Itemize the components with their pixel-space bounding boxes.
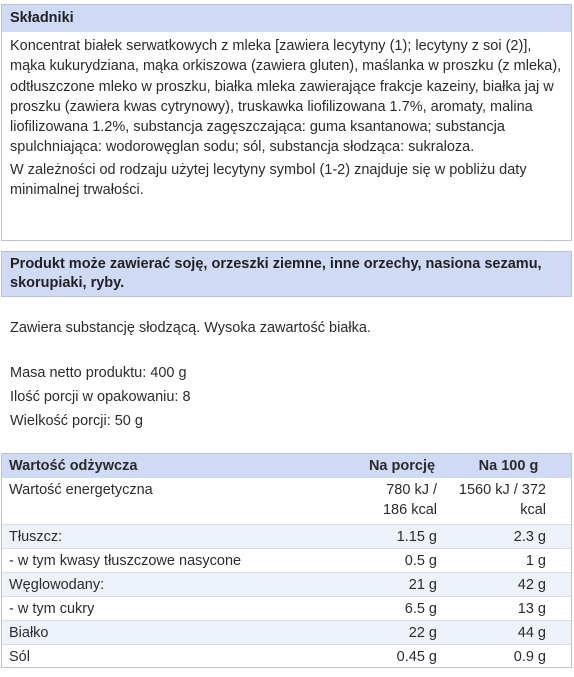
nutrition-header-per-100g: Na 100 g [445, 453, 572, 478]
value-per-100g: 13 g [517, 600, 546, 617]
value-per-serving: 1.15 g [359, 524, 445, 548]
value-per-serving: 22 g [359, 620, 445, 644]
table-row [1, 572, 572, 596]
servings-count: Ilość porcji w opakowaniu: 8 [10, 389, 191, 405]
nutrient-name: Wartość energetyczna [9, 482, 153, 498]
table-row [1, 548, 572, 572]
value-per-100g: 42 g [445, 572, 572, 596]
table-row [1, 478, 572, 524]
table-row [1, 644, 572, 668]
ingredients-title: Składniki [2, 5, 571, 32]
table-row [1, 596, 572, 620]
value-per-100g: 1 g [525, 552, 546, 569]
claims-text: Zawiera substancję słodzącą. Wysoka zawartość białka. [10, 320, 371, 336]
nutrient-name: - w tym kwasy tłuszczowe nasycone [9, 552, 242, 569]
value-per-100g: 0.9 g [513, 648, 546, 665]
net-mass: Masa netto produktu: 400 g [10, 365, 187, 381]
nutrition-header-row [1, 453, 572, 478]
nutrient-name: Tłuszcz: [1, 524, 359, 548]
table-row [1, 620, 572, 644]
value-per-100g: 1560 kJ / 372 kcal [458, 482, 546, 518]
ingredients-section [1, 4, 572, 241]
value-per-100g: 44 g [445, 620, 572, 644]
nutrient-name: Białko [1, 620, 359, 644]
nutrition-header-per-serving: Na porcję [359, 453, 445, 478]
value-per-100g: 2.3 g [445, 524, 572, 548]
ingredients-body [2, 32, 571, 200]
nutrition-header-name: Wartość odżywcza [1, 453, 359, 478]
value-per-serving: 780 kJ / 186 kcal [382, 482, 437, 518]
nutrition-table [1, 453, 572, 668]
table-row [1, 524, 572, 548]
value-per-serving: 6.5 g [404, 600, 437, 617]
serving-size: Wielkość porcji: 50 g [10, 413, 143, 429]
value-per-serving: 0.5 g [404, 552, 437, 569]
lecithin-note: W zależności od rodzaju użytej lecytyny symbol (1-2) znajduje się w pobliżu daty minimalnej trwałości. [10, 161, 527, 199]
allergen-warning: Produkt może zawierać soję, orzeszki ziemne, inne orzechy, nasiona sezamu, skorupiaki, ryby. [10, 256, 542, 291]
value-per-serving: 0.45 g [396, 648, 437, 665]
nutrient-name: Węglowodany: [1, 572, 359, 596]
nutrient-name: - w tym cukry [9, 600, 95, 617]
allergen-warning-box [1, 251, 572, 297]
value-per-serving: 21 g [359, 572, 445, 596]
ingredients-text: Koncentrat białek serwatkowych z mleka [zawiera lecytyny (1); lecytyny z soi (2)], mąka kukurydziana, mąka orkiszowa (zawiera gluten), maślanka w proszku (z mleka), odtłuszczone mleko w proszku, białka mleka zawierające frakcje kazeiny, białka jaj w proszku (zawiera kwas cytrynowy), truskawka liofilizowana 1.7%, aromaty, malina liofilizowana 1.2%, substancja zagęszczająca: guma ksantanowa; substancja spulchniająca: wodorowęglan sodu; sól, substancja słodząca: sukraloza. [10, 38, 562, 156]
nutrient-name: Sól [9, 648, 30, 665]
